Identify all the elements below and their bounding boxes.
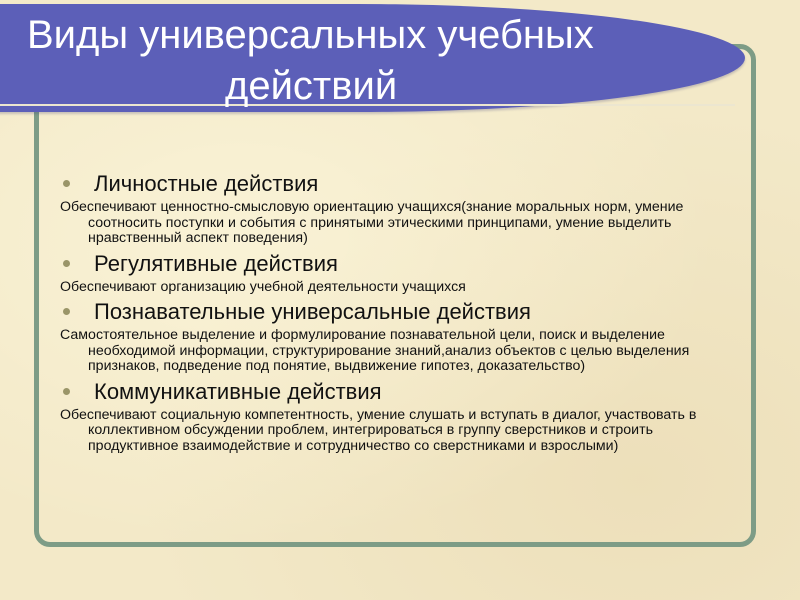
list-item — [60, 250, 740, 296]
slide-title-line-1: Виды универсальных учебных — [27, 13, 594, 57]
section-heading: Познавательные универсальные действия — [94, 299, 531, 324]
section-heading-row — [60, 250, 740, 278]
bullet-icon — [63, 180, 70, 187]
bullet-icon — [63, 388, 70, 395]
section-heading: Личностные действия — [94, 171, 319, 196]
bullet-icon — [63, 260, 70, 267]
list-item — [60, 170, 740, 247]
bullet-icon — [63, 308, 70, 315]
list-item — [60, 298, 740, 375]
slide-title-line-2: действий — [225, 64, 398, 108]
section-description: Обеспечивают ценностно-смысловую ориентацию учащихся(знание моральных норм, умение соотносить поступки и события с принятыми этическими принципами, умение выделить нравственный аспект поведения) — [60, 199, 684, 246]
section-heading-row — [60, 298, 740, 326]
section-heading: Регулятивные действия — [94, 250, 338, 276]
action-types-list — [60, 170, 740, 457]
section-description: Самостоятельное выделение и формулирование познавательной цели, поиск и выделение необходимой информации, структурирование знаний,анализ объектов с целью выделения признаков, подведение под понятие, выдвижение гипотез, доказательство) — [60, 327, 690, 374]
section-description: Обеспечивают социальную компетентность, умение слушать и вступать в диалог, участвовать в коллективном обсуждении проблем, интегрироваться в группу сверстников и строить продуктивное взаимодействие и сотрудничество со сверстниками и взрослыми) — [60, 406, 697, 454]
section-heading-row — [60, 170, 740, 198]
list-item — [60, 378, 740, 455]
section-description: Обеспечивают организацию учебной деятельности учащихся — [60, 278, 466, 295]
section-heading-row — [60, 378, 740, 406]
section-heading: Коммуникативные действия — [94, 378, 382, 404]
